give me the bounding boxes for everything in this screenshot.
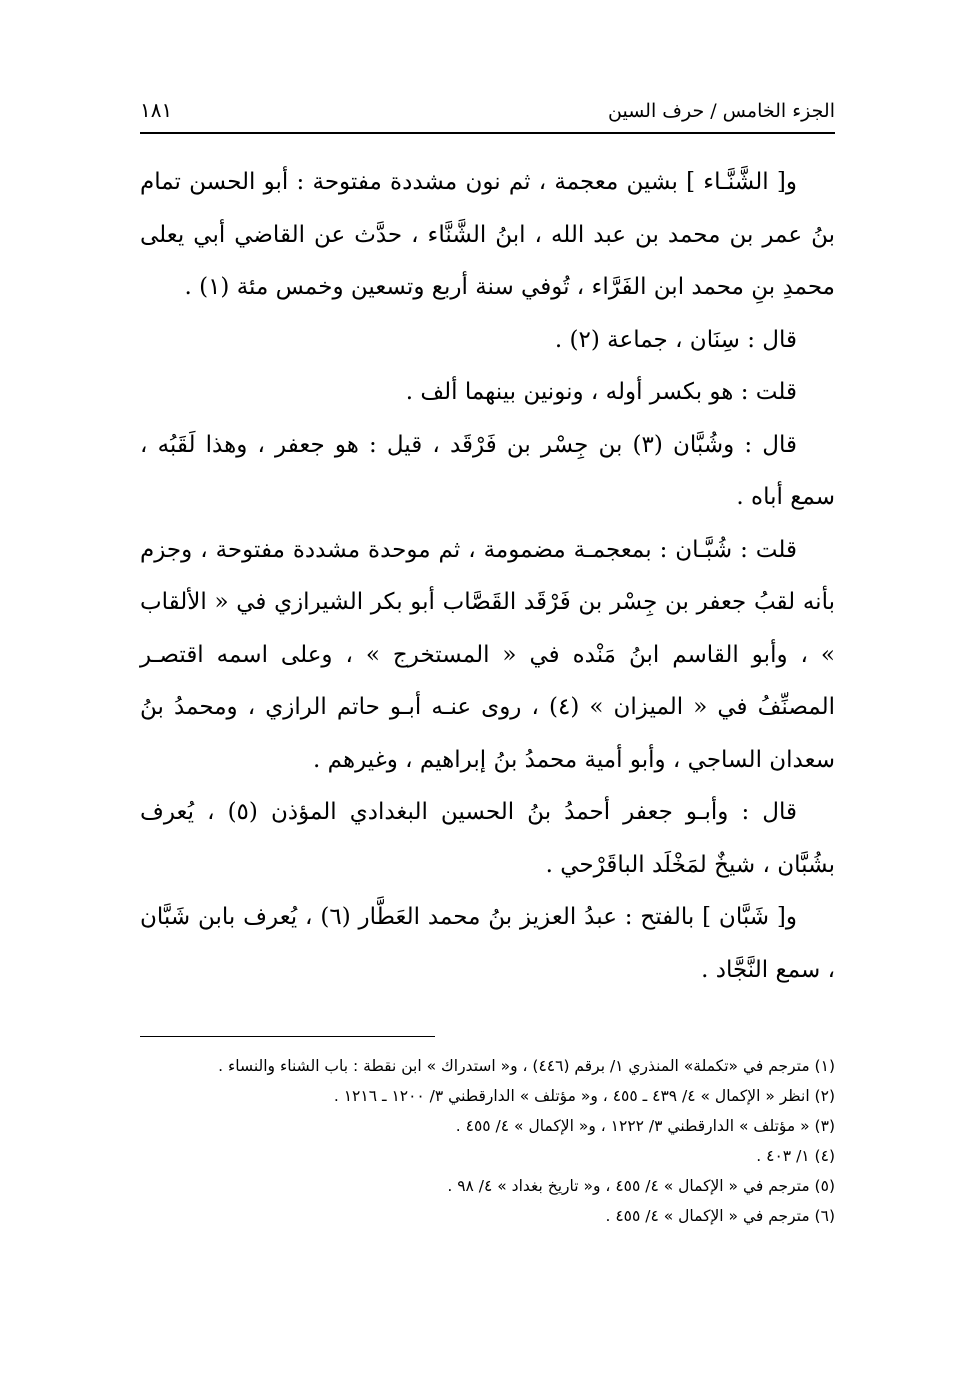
book-page xyxy=(140,78,835,1318)
footnote-1: (١) مترجم في «تكملة» المنذري ١/ برقم (٤٤٦) ، و« استدراك » ابن نقطة : باب الشناء والنساء . xyxy=(218,1057,835,1075)
footnote-2: (٢) انظر « الإكمال » ٤/ ٤٣٩ ـ ٤٥٥ ، و« مؤتلف » الدارقطني ٣/ ١٢٠٠ ـ ١٢١٦ . xyxy=(333,1087,835,1105)
running-title: الجزء الخامس / حرف السين xyxy=(608,100,835,122)
footnote-5: (٥) مترجم في « الإكمال » ٤/ ٤٥٥ ، و« تاريخ بغداد » ٤/ ٩٨ . xyxy=(447,1177,835,1195)
paragraph-shubban: قال : وشُبَّان (٣) بن جِسْر بن فَرْقَد ، قيل : هو جعفر ، وهذا لَقَبُه ، سمع أباه . xyxy=(140,431,835,510)
main-text xyxy=(140,156,835,996)
footnote-3: (٣) « مؤتلف » الدارقطني ٣/ ١٢٢٢ ، و« الإكمال » ٤/ ٤٥٥ . xyxy=(455,1117,835,1135)
footnote-4: (٤) ١/ ٤٠٣ . xyxy=(756,1147,835,1165)
running-header xyxy=(140,78,835,134)
paragraph-shinnaa: و[ الشَّنَّـاء ] بشين معجمة ، ثم نون مشددة مفتوحة : أبو الحسن تمام بنُ عمر بن محمد بن عبد الله ، ابنُ الشَّنَّاء ، حدَّث عن القاضي أبي يعلى محمدِ بنِ محمد ابن الفَرَّاء ، تُوفي سنة أربع وتسعين وخمس مئة (١) . xyxy=(140,169,835,300)
paragraph-note-sinan: قلت : هو بكسر أوله ، ونونين بينهما ألف . xyxy=(405,379,797,405)
footnote-separator xyxy=(140,1036,435,1037)
footnote-6: (٦) مترجم في « الإكمال » ٤/ ٤٥٥ . xyxy=(605,1207,835,1225)
page-number: ١٨١ xyxy=(140,98,173,122)
paragraph-sinan: قال : سِنَان ، جماعة (٢) . xyxy=(554,326,797,353)
footnotes xyxy=(140,1051,835,1231)
paragraph-shabban: و[ شَبَّان ] بالفتح : عبدُ العزيز بنُ محمد العَطَّار (٦) ، يُعرف بابن شَبَّان ، سمع النَّجَّاد . xyxy=(140,904,835,983)
paragraph-note-shubban: قلت : شُبَّـان : بمعجمـة مضمومة ، ثم موحدة مشددة مفتوحة ، وجزم بأنه لقبُ جعفر بن جِسْر بن فَرْقَد القَصَّاب أبو بكر الشيرازي في « الألقاب » ، وأبو القاسم ابنُ مَنْده في « المستخرج » ، وعلى اسمه اقتصـر المصنِّفُ في « الميزان » (٤) ، روى عنـه أبـو حاتم الرازي ، ومحمدُ بنُ سعدان الساجي ، وأبو أمية محمدُ بنُ إبراهيم ، وغيرهم . xyxy=(140,536,835,773)
paragraph-abu-jafar: قال : وأبـو جعفر أحمدُ بنُ الحسين البغدادي المؤذن (٥) ، يُعرف بشُبَّان ، شيخٌ لمَخْلَد الباقَرْحي . xyxy=(140,799,835,878)
